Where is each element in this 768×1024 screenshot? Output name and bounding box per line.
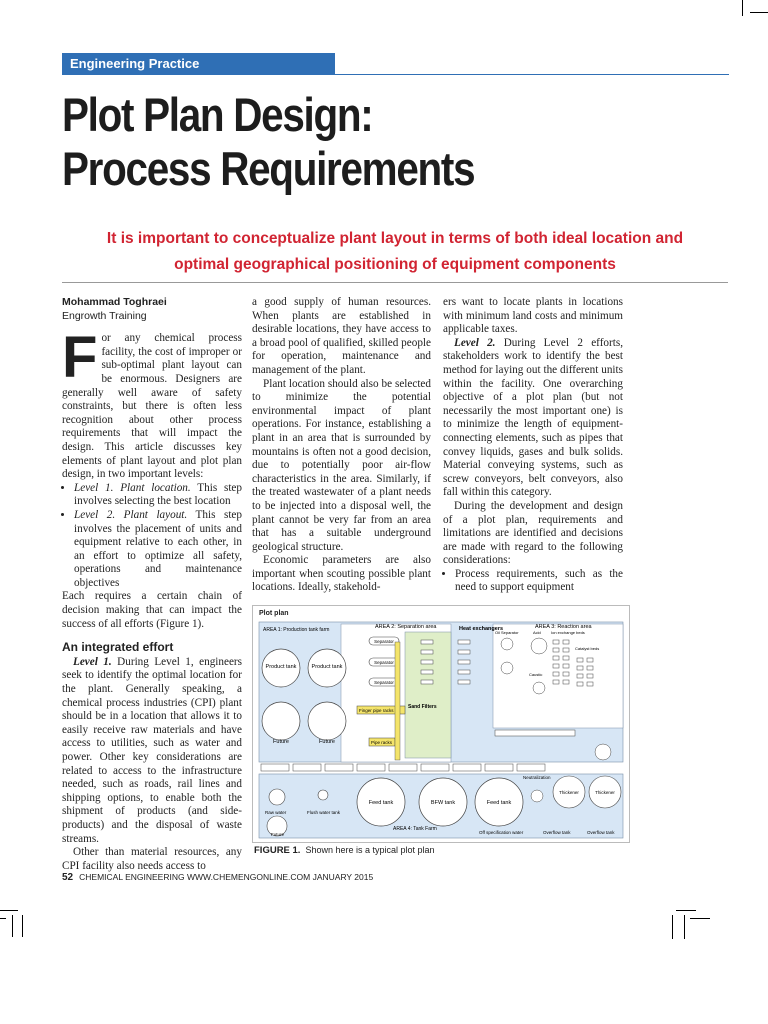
- heat-exchangers-label: Heat exchangers: [459, 626, 504, 632]
- subhead: An integrated effort: [62, 640, 174, 655]
- svg-text:Thickener: Thickener: [559, 790, 579, 795]
- crop-mark: [22, 915, 23, 937]
- article-deck: [62, 226, 728, 278]
- figure-title: Plot plan: [259, 610, 289, 617]
- flush-water-tank: [318, 790, 328, 800]
- body-paragraph: Level 1. During Level 1, engineers seek to identify the optimal location for the plant. Generally speaking, a chemical process industries (CPI) plant should be in a location that allows it to easily receive raw materials and have access to utilities, such as water and power. Other key considerations are related to access to the infrastructure needed, such as roads, rail lines and shipping options, to enable both the shipment of products (and side-products) and the disposal of waste streams.: [62, 655, 242, 845]
- area3-label: AREA 3: Reaction area: [535, 624, 592, 630]
- body-paragraph: ers want to locate plants in locations with minimum land costs and minimum applicable taxes.: [443, 296, 623, 336]
- drop-cap: F: [62, 325, 98, 391]
- svg-text:Overflow tank: Overflow tank: [587, 830, 615, 835]
- crop-mark: [0, 918, 6, 919]
- body-paragraph: During the development and design of a plot plan, requirements and limitations are identified and decisions are made with regard to the following considerations:: [443, 499, 623, 567]
- body-paragraph: Other than material resources, any CPI facility also needs access to: [62, 846, 242, 872]
- svg-text:Overflow tank: Overflow tank: [543, 830, 571, 835]
- svg-text:BFW tank: BFW tank: [430, 800, 456, 806]
- svg-text:Future: Future: [271, 832, 285, 837]
- interarea-pipe-rack: [261, 764, 545, 771]
- body-paragraph: Economic parameters are also important when scouting possible plant locations. Ideally, stakehold-: [252, 554, 431, 594]
- deck-rule: [62, 282, 728, 283]
- levels-list: [62, 482, 242, 591]
- list-item: • Level 2. Plant layout. This step involves the placement of units and equipment relative to each other, in an effort to optimize all safety, operations and maintenance objectives: [74, 509, 242, 591]
- list-item: • Process requirements, such as the need to support equipment: [455, 568, 623, 595]
- svg-text:Sand Filters: Sand Filters: [408, 704, 437, 710]
- figure-caption: FIGURE 1. Shown here is a typical plot plan: [254, 845, 435, 856]
- svg-text:Pipe racks: Pipe racks: [371, 740, 393, 745]
- crop-mark: [750, 12, 768, 13]
- svg-text:Oil Separator: Oil Separator: [495, 630, 519, 635]
- title-line-2: Process Requirements: [62, 142, 475, 195]
- svg-text:Acid: Acid: [533, 630, 541, 635]
- future-tank-1: [262, 702, 300, 740]
- svg-text:Caustic: Caustic: [529, 672, 543, 677]
- svg-text:Neutralization: Neutralization: [523, 775, 551, 780]
- deck-line-2: optimal geographical positioning of equipment components: [174, 256, 616, 273]
- svg-text:Catalyst beds: Catalyst beds: [575, 646, 600, 651]
- author-affiliation: Engrowth Training: [62, 309, 147, 322]
- crop-mark: [12, 915, 13, 937]
- svg-text:Feed tank: Feed tank: [368, 800, 394, 806]
- product-tank-label-1: Product tank: [265, 664, 297, 670]
- body-paragraph: a good supply of human resources. When plants are established in desirable locations, they have access to a broad pool of qualified, skilled people for operation, maintenance and management of the plant.: [252, 296, 431, 376]
- area2-label: AREA 2: Separation area: [375, 624, 437, 630]
- considerations-list: [443, 568, 623, 595]
- svg-text:Feed tank: Feed tank: [486, 800, 512, 806]
- area4-label: AREA 4: Tank Farm: [393, 826, 437, 832]
- page-number: 52: [62, 872, 74, 883]
- svg-text:Separator: Separator: [374, 680, 394, 685]
- svg-text:Thickener: Thickener: [595, 790, 615, 795]
- main-pipe-rack: [395, 642, 400, 760]
- footer-text: CHEMICAL ENGINEERING WWW.CHEMENGONLINE.COM JANUARY 2015: [79, 872, 374, 882]
- body-paragraph: Plant location should also be selected to minimize the potential environmental impact of plant operations. For instance, establishing a plant in an area that is surrounded by mountains is often not a good decision, due to potentially poor air-flow characteristics in the area. Similarly, if the treated wastewater of a plant needs to be injected into a disposal well, the plant cannot be very far from an area that has a suitable underground geological structure.: [252, 377, 431, 553]
- future-label-1: Future: [273, 739, 289, 745]
- section-tag: Engineering Practice: [62, 53, 335, 75]
- crop-mark: [672, 915, 673, 939]
- column-3: [443, 296, 623, 595]
- crop-mark: [676, 910, 696, 911]
- area1-label: AREA 1: Production tank farm: [263, 627, 330, 633]
- section-rule: [335, 74, 729, 75]
- page-footer: [62, 872, 373, 883]
- crop-mark: [0, 910, 18, 911]
- svg-text:Ion exchange beds: Ion exchange beds: [551, 630, 585, 635]
- plot-plan-diagram: [253, 606, 629, 842]
- svg-text:Separator: Separator: [374, 660, 394, 665]
- author-name: Mohammad Toghraei: [62, 296, 167, 308]
- article-title: [62, 88, 647, 196]
- plot-plan-figure: [252, 605, 630, 843]
- svg-text:Separator: Separator: [374, 639, 394, 644]
- column-1: [62, 296, 242, 873]
- future-tank-2: [308, 702, 346, 740]
- svg-text:Off specification water: Off specification water: [479, 830, 524, 835]
- raw-water-tank: [269, 789, 285, 805]
- body-paragraph: Each requires a certain chain of decision making that can impact the success of all efforts (Figure 1).: [62, 590, 242, 630]
- svg-text:Finger pipe racks: Finger pipe racks: [359, 708, 394, 713]
- crop-mark: [690, 918, 710, 919]
- title-line-1: Plot Plan Design:: [62, 88, 373, 141]
- column-2: [252, 296, 431, 595]
- neutralization-tank: [531, 790, 543, 802]
- crop-mark: [742, 0, 743, 16]
- intro-paragraph: For any chemical process facility, the cost of improper or sub-optimal plant layout can be enormous. Designers are generally well aware of safety constraints, but there is often less recognition about other process requirements that will impact the design. This article discusses key elements of plant layout and plot plan design, in two important levels:: [62, 325, 242, 481]
- svg-text:Raw water: Raw water: [265, 810, 287, 815]
- deck-line-1: It is important to conceptualize plant layout in terms of both ideal location and: [106, 230, 684, 247]
- future-label-2: Future: [319, 739, 335, 745]
- body-paragraph: Level 2. During Level 2 efforts, stakeholders work to identify the best method for laying out the different units within the facility. One overarching objective of a plot plan (but not necessarily the most important one) is to minimize the length of equipment-connecting elements, such as pipes that convey liquids, gases and bulk solids. Material conveying systems, such as screw conveyors, belt conveyors, also fall within this category.: [443, 336, 623, 499]
- product-tank-label-2: Product tank: [311, 664, 343, 670]
- list-item: • Level 1. Plant location. This step involves selecting the best location: [74, 482, 242, 509]
- crop-mark: [684, 915, 685, 939]
- svg-text:Flush water tank: Flush water tank: [307, 810, 341, 815]
